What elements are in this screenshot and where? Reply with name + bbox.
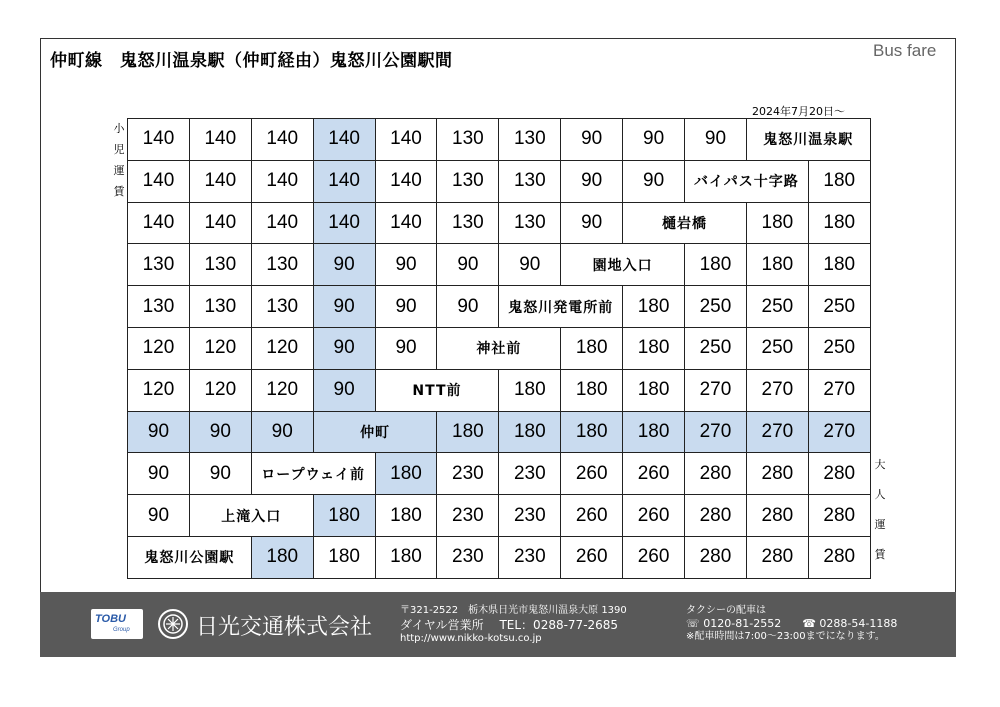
- fare-cell: 180: [313, 536, 375, 578]
- fare-cell: 180: [746, 244, 808, 286]
- fare-cell: 90: [313, 369, 375, 411]
- fare-cell: 230: [437, 536, 499, 578]
- fare-cell: 120: [189, 327, 251, 369]
- fare-cell: 140: [251, 160, 313, 202]
- fare-cell: 90: [561, 202, 623, 244]
- fare-cell: 250: [685, 286, 747, 328]
- fare-cell: 230: [437, 453, 499, 495]
- fare-cell: 270: [685, 411, 747, 453]
- fare-cell: 90: [313, 244, 375, 286]
- table-row: [128, 160, 871, 202]
- fare-cell: 130: [437, 202, 499, 244]
- fare-cell: 120: [189, 369, 251, 411]
- fare-cell: 90: [375, 286, 437, 328]
- effective-date: 2024年7月20日～: [752, 105, 845, 118]
- station-name-cell: 仲町: [313, 411, 437, 453]
- table-row: [128, 244, 871, 286]
- fare-cell: 260: [623, 453, 685, 495]
- station-name-cell: 園地入口: [561, 244, 685, 286]
- fare-cell: 140: [375, 119, 437, 161]
- company-seal-icon: [157, 608, 189, 640]
- fare-cell: 130: [128, 244, 190, 286]
- fare-cell: 140: [313, 160, 375, 202]
- fare-cell: 90: [128, 453, 190, 495]
- fare-cell: 230: [437, 495, 499, 537]
- fare-cell: 180: [375, 495, 437, 537]
- free-dial-icon: ☏: [686, 617, 704, 630]
- fare-cell: 180: [499, 369, 561, 411]
- fare-cell: 260: [561, 453, 623, 495]
- fare-cell: 90: [313, 286, 375, 328]
- fare-cell: 130: [437, 119, 499, 161]
- fare-cell: 180: [251, 536, 313, 578]
- adult-fare-label: 大 人 運 賃: [874, 458, 886, 561]
- fare-cell: 260: [623, 495, 685, 537]
- station-name-cell: 鬼怒川温泉駅: [746, 119, 870, 161]
- fare-cell: 250: [746, 286, 808, 328]
- station-name-cell: 鬼怒川公園駅: [128, 536, 252, 578]
- fare-cell: 180: [808, 202, 870, 244]
- fare-cell: 90: [189, 411, 251, 453]
- fare-cell: 270: [746, 411, 808, 453]
- fare-cell: 140: [375, 202, 437, 244]
- table-row: [128, 327, 871, 369]
- fare-cell: 280: [685, 536, 747, 578]
- fare-cell: 180: [499, 411, 561, 453]
- taxi-info: [686, 604, 897, 643]
- fare-cell: 90: [189, 453, 251, 495]
- fare-cell: 180: [313, 495, 375, 537]
- fare-cell: 140: [128, 119, 190, 161]
- table-row: [128, 536, 871, 578]
- fare-cell: 130: [251, 286, 313, 328]
- page-title: 仲町線 鬼怒川温泉駅（仲町経由）鬼怒川公園駅間: [50, 51, 453, 71]
- fare-cell: 180: [623, 369, 685, 411]
- fare-cell: 180: [623, 411, 685, 453]
- station-name-cell: 樋岩橋: [623, 202, 747, 244]
- fare-cell: 90: [313, 327, 375, 369]
- fare-cell: 280: [746, 495, 808, 537]
- fare-cell: 180: [375, 536, 437, 578]
- fare-cell: 90: [375, 244, 437, 286]
- table-row: [128, 119, 871, 161]
- fare-cell: 140: [128, 160, 190, 202]
- fare-cell: 250: [746, 327, 808, 369]
- fare-cell: 130: [251, 244, 313, 286]
- fare-cell: 280: [746, 453, 808, 495]
- fare-cell: 260: [623, 536, 685, 578]
- fare-cell: 260: [561, 536, 623, 578]
- fare-cell: 230: [499, 453, 561, 495]
- fare-cell: 180: [746, 202, 808, 244]
- fare-cell: 260: [561, 495, 623, 537]
- fare-cell: 180: [685, 244, 747, 286]
- station-name-cell: バイパス十字路: [685, 160, 809, 202]
- company-name: 日光交通株式会社: [196, 615, 373, 640]
- fare-table: [127, 118, 871, 579]
- fare-cell: 180: [375, 453, 437, 495]
- fare-cell: 140: [128, 202, 190, 244]
- telephone-icon: ☎: [802, 617, 820, 630]
- fare-cell: 230: [499, 536, 561, 578]
- fare-cell: 120: [251, 327, 313, 369]
- fare-cell: 90: [437, 244, 499, 286]
- fare-cell: 90: [251, 411, 313, 453]
- fare-cell: 90: [128, 495, 190, 537]
- bus-fare-label: Bus fare: [873, 41, 937, 60]
- taxi-title: タクシーの配車は: [686, 605, 766, 616]
- fare-cell: 130: [499, 119, 561, 161]
- fare-cell: 180: [561, 369, 623, 411]
- fare-cell: 90: [623, 119, 685, 161]
- fare-cell: 90: [375, 327, 437, 369]
- fare-cell: 140: [313, 202, 375, 244]
- table-row: [128, 369, 871, 411]
- fare-cell: 140: [375, 160, 437, 202]
- fare-cell: 90: [623, 160, 685, 202]
- fare-cell: 130: [189, 286, 251, 328]
- fare-cell: 180: [808, 244, 870, 286]
- station-name-cell: 神社前: [437, 327, 561, 369]
- fare-cell: 140: [251, 119, 313, 161]
- fare-cell: 230: [499, 495, 561, 537]
- office-phone: ダイヤル営業所 TEL：0288-77-2685: [400, 618, 619, 632]
- fare-cell: 130: [128, 286, 190, 328]
- contact-info: [400, 604, 627, 646]
- fare-cell: 280: [685, 495, 747, 537]
- fare-cell: 270: [746, 369, 808, 411]
- fare-cell: 130: [437, 160, 499, 202]
- fare-cell: 280: [808, 453, 870, 495]
- fare-cell: 270: [808, 411, 870, 453]
- taxi-hours-note: ※配車時間は7:00～23:00までになります。: [686, 631, 885, 642]
- fare-cell: 120: [128, 327, 190, 369]
- table-row: [128, 286, 871, 328]
- taxi-phone: 0288-54-1188: [819, 617, 898, 630]
- fare-cell: 90: [499, 244, 561, 286]
- fare-cell: 250: [808, 286, 870, 328]
- fare-cell: 140: [189, 160, 251, 202]
- table-row: [128, 495, 871, 537]
- fare-cell: 270: [685, 369, 747, 411]
- fare-cell: 140: [313, 119, 375, 161]
- fare-cell: 180: [561, 327, 623, 369]
- fare-cell: 250: [808, 327, 870, 369]
- fare-cell: 130: [499, 202, 561, 244]
- fare-cell: 130: [189, 244, 251, 286]
- station-name-cell: 鬼怒川発電所前: [499, 286, 623, 328]
- website-url: http://www.nikko-kotsu.co.jp: [400, 633, 542, 644]
- taxi-phone-free: 0120-81-2552: [703, 617, 782, 630]
- fare-cell: 90: [561, 160, 623, 202]
- fare-cell: 180: [623, 327, 685, 369]
- fare-cell: 130: [499, 160, 561, 202]
- fare-cell: 180: [437, 411, 499, 453]
- fare-cell: 180: [808, 160, 870, 202]
- station-name-cell: 上滝入口: [189, 495, 313, 537]
- table-row: [128, 411, 871, 453]
- fare-cell: 120: [251, 369, 313, 411]
- fare-cell: 140: [189, 119, 251, 161]
- fare-cell: 90: [128, 411, 190, 453]
- postal-address: 〒321-2522 栃木県日光市鬼怒川温泉大原 1390: [400, 605, 627, 616]
- fare-cell: 140: [189, 202, 251, 244]
- fare-cell: 90: [561, 119, 623, 161]
- fare-cell: 250: [685, 327, 747, 369]
- fare-cell: 280: [808, 495, 870, 537]
- fare-cell: 90: [685, 119, 747, 161]
- fare-cell: 280: [685, 453, 747, 495]
- tobu-logo: TOBU Group: [91, 609, 143, 639]
- fare-cell: 90: [437, 286, 499, 328]
- table-row: [128, 453, 871, 495]
- fare-cell: 140: [251, 202, 313, 244]
- station-name-cell: ロープウェイ前: [251, 453, 375, 495]
- fare-cell: 180: [561, 411, 623, 453]
- fare-cell: 120: [128, 369, 190, 411]
- footer-bar: [40, 592, 956, 657]
- fare-cell: 270: [808, 369, 870, 411]
- fare-cell: 280: [746, 536, 808, 578]
- station-name-cell: NTT前: [375, 369, 499, 411]
- fare-cell: 280: [808, 536, 870, 578]
- table-row: [128, 202, 871, 244]
- fare-cell: 180: [623, 286, 685, 328]
- child-fare-label: 小 児 運 賃: [113, 122, 125, 198]
